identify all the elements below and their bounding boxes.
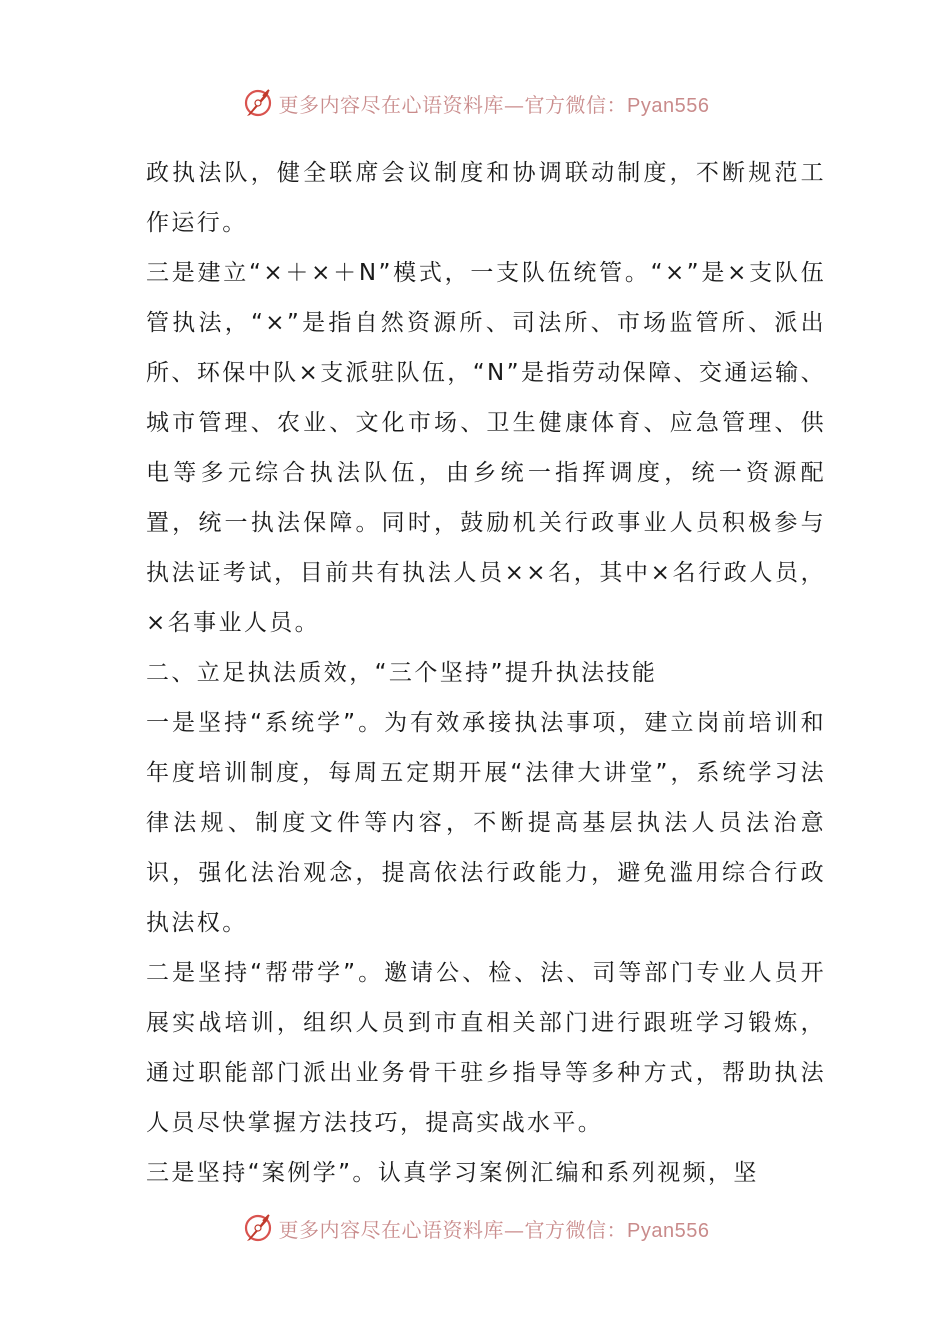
watermark-text bbox=[279, 1214, 710, 1243]
paragraph-5: 三是坚持“案例学”。认真学习案例汇编和系列视频，坚 bbox=[146, 1160, 759, 1186]
watermark-wechat-id: Pyan556 bbox=[627, 94, 710, 117]
paragraph-2: 三是建立“×＋×＋N”模式，一支队伍统管。“×”是×支队伍管执法，“×”是指自然资源所、司法所、市场监管所、派出所、环保中队×支派驻队伍，“N”是指劳动保障、交通运输、城市管理、农业、文化市场、卫生健康体育、应急管理、供电等多元综合执法队伍，由乡统一指挥调度，统一资源配置，统一执法保障。同时，鼓励机关行政事业人员积极参与执法证考试，目前共有执法人员××名，其中×名行政人员，×名事业人员。 bbox=[146, 260, 826, 636]
watermark-contact-label: 官方微信： bbox=[524, 92, 628, 117]
watermark-site-text: 更多内容尽在心语资料库 bbox=[278, 92, 505, 117]
quill-logo-icon bbox=[241, 86, 275, 120]
footer-watermark-banner bbox=[0, 1208, 950, 1248]
watermark-separator: — bbox=[504, 1217, 525, 1242]
watermark-separator: — bbox=[504, 92, 525, 117]
document-body bbox=[146, 148, 826, 1198]
paragraph-3: 一是坚持“系统学”。为有效承接执法事项，建立岗前培训和年度培训制度，每周五定期开展“法律大讲堂”，系统学习法律法规、制度文件等内容，不断提高基层执法人员法治意识，强化法治观念，提高依法行政能力，避免滥用综合行政执法权。 bbox=[146, 710, 826, 936]
watermark-site-text: 更多内容尽在心语资料库 bbox=[278, 1217, 505, 1242]
paragraph-1: 政执法队，健全联席会议制度和协调联动制度，不断规范工作运行。 bbox=[146, 160, 826, 236]
watermark-text bbox=[279, 89, 710, 118]
watermark-wechat-id: Pyan556 bbox=[627, 1219, 710, 1242]
paragraph-4: 二是坚持“帮带学”。邀请公、检、法、司等部门专业人员开展实战培训，组织人员到市直相关部门进行跟班学习锻炼，通过职能部门派出业务骨干驻乡指导等多种方式，帮助执法人员尽快掌握方法技巧，提高实战水平。 bbox=[146, 960, 826, 1136]
quill-logo-icon bbox=[241, 1211, 275, 1245]
watermark-contact-label: 官方微信： bbox=[524, 1217, 628, 1242]
header-watermark-banner bbox=[0, 83, 950, 123]
section-heading: 二、立足执法质效，“三个坚持”提升执法技能 bbox=[146, 660, 658, 686]
